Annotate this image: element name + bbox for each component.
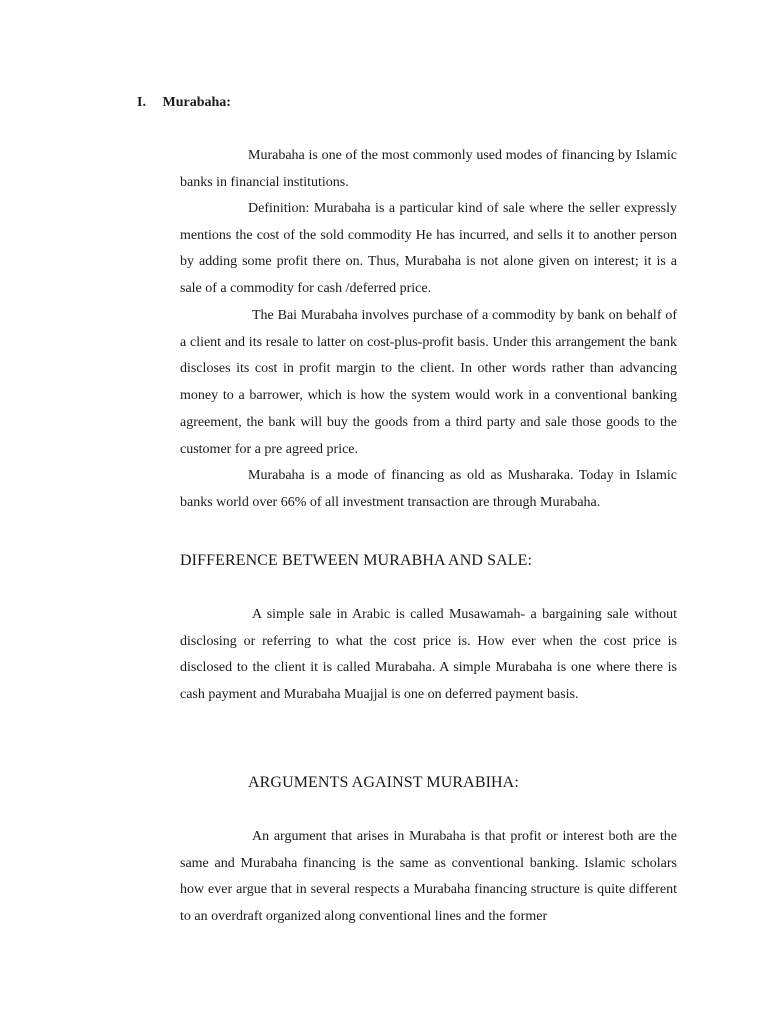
section-heading: [137, 93, 231, 113]
paragraph-mode-of-financing: Murabaha is a mode of financing as old as Musharaka. Today in Islamic banks world over 66% of all investment transaction are through Murabaha.: [180, 468, 677, 510]
paragraph-intro: Murabaha is one of the most commonly used modes of financing by Islamic banks in financial institutions.: [180, 148, 677, 190]
paragraph-difference: A simple sale in Arabic is called Musawamah- a bargaining sale without disclosing or referring to what the cost price is. How ever when the cost price is disclosed to the client it is called Murabaha. A simple Murabaha is one where there is cash payment and Murabaha Muajjal is one on deferred payment basis.: [180, 607, 677, 703]
paragraph-bai-murabaha: The Bai Murabaha involves purchase of a commodity by bank on behalf of a client and its resale to latter on cost-plus-profit basis. Under this arrangement the bank discloses its cost in profit margin to the client. In other words rather than advancing money to a barrower, which is how the system would work in a conventional banking agreement, the bank will buy the goods from a third party and sale those goods to the customer for a pre agreed price.: [180, 308, 677, 457]
paragraph-definition: Definition: Murabaha is a particular kind of sale where the seller expressly mentions the cost of the sold commodity He has incurred, and sells it to another person by adding some profit there on. Thus, Murabaha is not alone given on interest; it is a sale of a commodity for cash /deferred price.: [180, 201, 677, 297]
heading-difference: DIFFERENCE BETWEEN MURABHA AND SALE:: [180, 552, 533, 569]
section-number: I.: [137, 95, 146, 110]
paragraph-arguments: An argument that arises in Murabaha is that profit or interest both are the same and Murabaha financing is the same as conventional banking. Islamic scholars how ever argue that in several respects a Murabaha financing structure is quite different to an overdraft organized along conventional lines and the former: [180, 829, 677, 925]
section-title: Murabaha:: [162, 95, 231, 110]
heading-arguments: ARGUMENTS AGAINST MURABIHA:: [248, 774, 519, 791]
